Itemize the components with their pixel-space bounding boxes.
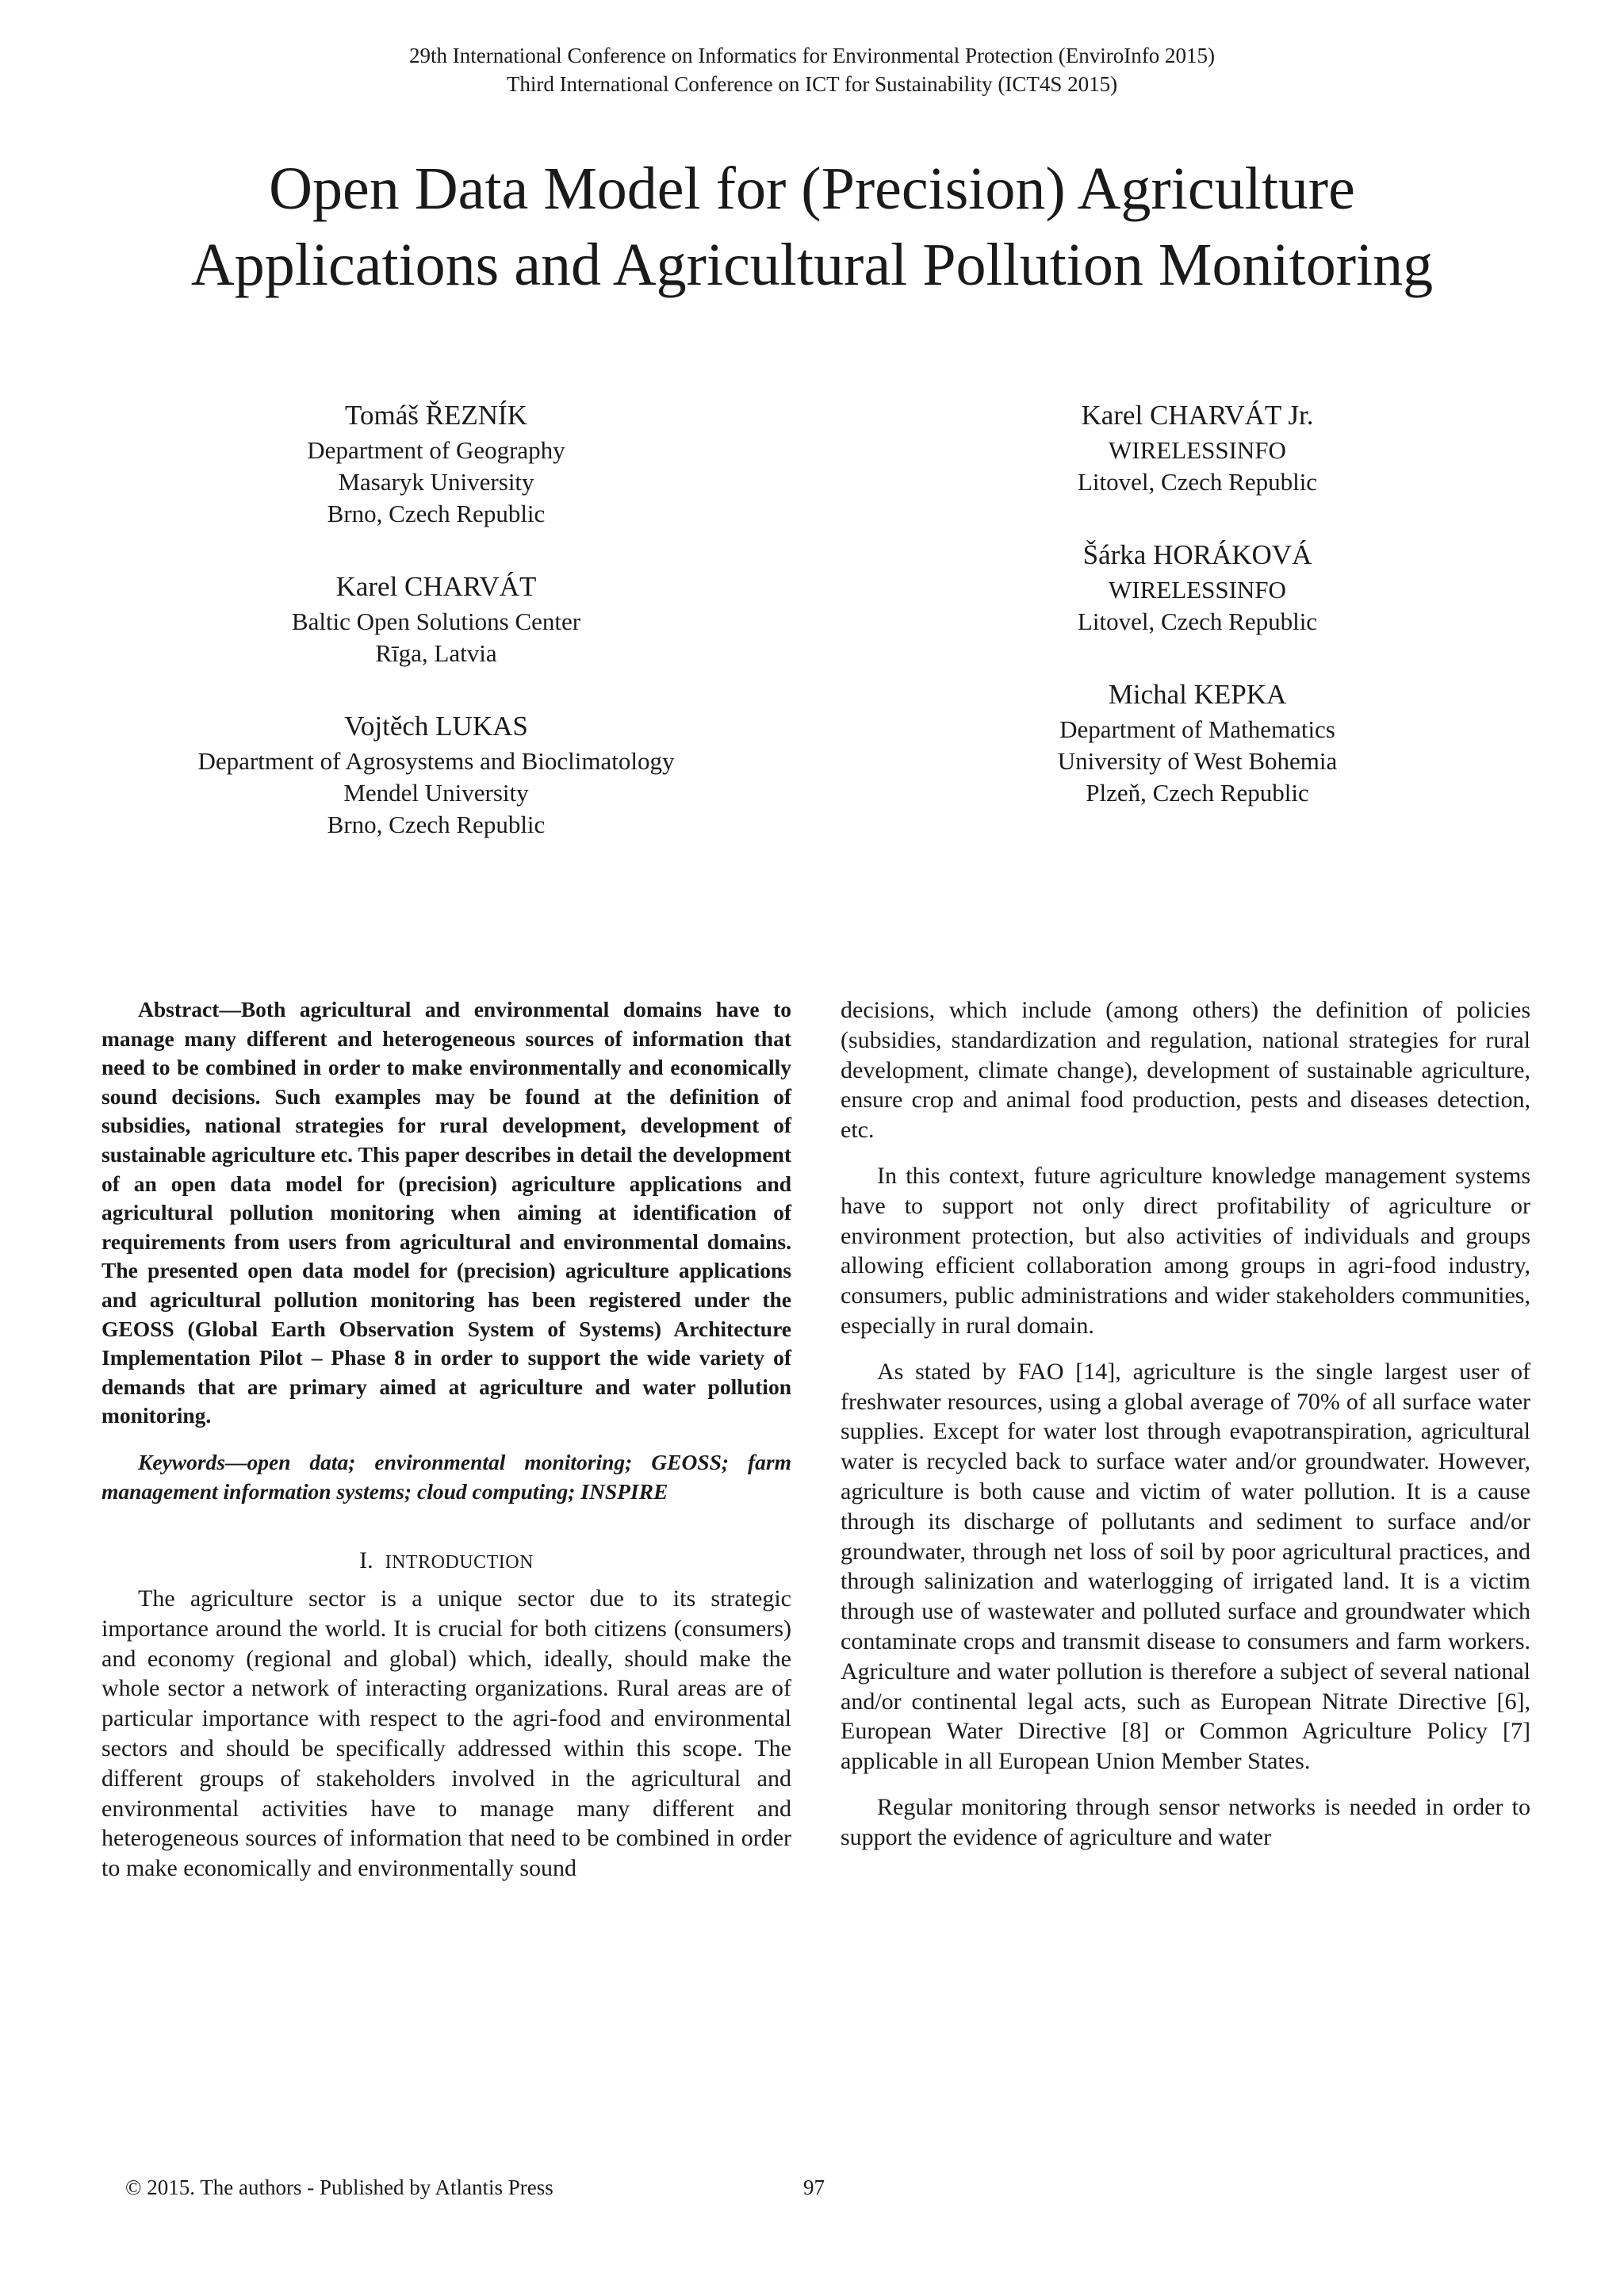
keywords: Keywords—open data; environmental monitoring; GEOSS; farm management information systems; cloud computing; INSPIRE (102, 1449, 791, 1504)
author-affiliation: WIRELESSINFO (1109, 576, 1286, 604)
author-name: Vojtěch LUKAS (344, 711, 528, 742)
author-affiliation: Brno, Czech Republic (327, 811, 546, 838)
intro-paragraph-1: The agriculture sector is a unique sector due to its strategic importance around the world. It is crucial for both citizens (consumers) and economy (regional and global) which, ideally, should make the whole sector a network of interacting organizations. Rural areas are of particular importance with respect to the agri-food and environmental sectors and should be specifically addressed within this scope. The different groups of stakeholders involved in the agricultural and environmental activities have to manage many different and heterogeneous sources of information that need to be combined in order to make economically and environmentally sound (102, 1585, 791, 1882)
author-affiliation: Baltic Open Solutions Center (291, 608, 581, 635)
authors-left-column (111, 397, 761, 879)
page-number: 97 (803, 2175, 825, 2199)
author-name: Tomáš ŘEZNÍK (345, 400, 527, 431)
section-heading-introduction (102, 1546, 791, 1577)
author-block (111, 568, 761, 669)
author-block (872, 397, 1522, 498)
author-affiliation: Brno, Czech Republic (327, 500, 546, 527)
author-affiliation: Masaryk University (338, 468, 534, 496)
authors-right-column (872, 397, 1522, 847)
title-line-1: Open Data Model for (Precision) Agriculture (269, 155, 1355, 222)
author-affiliation: Plzeň, Czech Republic (1086, 779, 1309, 807)
author-block (111, 707, 761, 841)
author-block (872, 676, 1522, 809)
author-affiliation: Mendel University (343, 779, 529, 807)
conference-line-2: Third International Conference on ICT for Sustainability (ICT4S 2015) (506, 72, 1118, 96)
author-affiliation: Litovel, Czech Republic (1077, 608, 1318, 635)
right-text-column (841, 995, 1530, 1853)
author-affiliation: Department of Mathematics (1059, 715, 1335, 743)
intro-paragraph-continued: decisions, which include (among others) the definition of policies (subsidies, standardization and regulation, national strategies for rural development, climate change), development of sustainable agriculture, ensure crop and animal food production, pests and diseases detection, etc. (841, 997, 1530, 1144)
section-numeral: I. (359, 1547, 373, 1574)
author-affiliation: Litovel, Czech Republic (1077, 468, 1318, 496)
author-name: Michal KEPKA (1108, 679, 1287, 710)
section-title: INTRODUCTION (385, 1552, 534, 1573)
author-affiliation: Department of Agrosystems and Bioclimatology (197, 747, 675, 775)
author-name: Karel CHARVÁT (335, 571, 537, 602)
author-affiliation: WIRELESSINFO (1109, 436, 1286, 464)
author-affiliation: Rīga, Latvia (375, 639, 497, 667)
intro-paragraph-3: As stated by FAO [14], agriculture is the single largest user of freshwater resources, using a global average of 70% of all surface water supplies. Except for water lost through evapotranspiration, agricultural water is recycled back to surface water and/or groundwater. However, agriculture is both cause and victim of water pollution. It is a cause through its discharge of pollutants and sediment to surface and/or groundwater, through net loss of soil by poor agricultural practices, and through salinization and waterlogging of irrigated land. It is a victim through use of wastewater and polluted surface and groundwater which contaminate crops and transmit disease to consumers and farm workers. Agriculture and water pollution is therefore a subject of several national and/or continental legal acts, such as European Nitrate Directive [6], European Water Directive [8] or Common Agriculture Policy [7] applicable in all European Union Member States. (841, 1358, 1530, 1775)
author-block (872, 536, 1522, 638)
intro-paragraph-4: Regular monitoring through sensor networks is needed in order to support the evidence of agriculture and water (841, 1793, 1530, 1850)
author-name: Šárka HORÁKOVÁ (1082, 539, 1312, 570)
paper-title (0, 151, 1624, 303)
author-affiliation: University of West Bohemia (1057, 747, 1338, 775)
intro-paragraph-2: In this context, future agriculture knowledge management systems have to support not only direct profitability of agriculture or environment protection, but also activities of individuals and groups allowing efficient collaboration among groups in agri-food industry, consumers, public administrations and wider stakeholders communities, especially in rural domain. (841, 1162, 1530, 1339)
author-name: Karel CHARVÁT Jr. (1081, 400, 1314, 431)
author-block (111, 397, 761, 530)
left-text-column (102, 995, 791, 1884)
title-line-2: Applications and Agricultural Pollution Monitoring (190, 232, 1434, 298)
abstract: Abstract—Both agricultural and environmental domains have to manage many different and heterogeneous sources of information that need to be combined in order to make environmentally and economically sound decisions. Such examples may be found at the definition of subsidies, national strategies for rural development, development of sustainable agriculture etc. This paper describes in detail the development of an open data model for (precision) agriculture applications and agricultural pollution monitoring when aiming at identification of requirements from users from agricultural and environmental domains. The presented open data model for (precision) agriculture applications and agricultural pollution monitoring has been registered under the GEOSS (Global Earth Observation System of Systems) Architecture Implementation Pilot – Phase 8 in order to support the wide variety of demands that are primary aimed at agriculture and water pollution monitoring. (102, 997, 791, 1428)
conference-line-1: 29th International Conference on Informatics for Environmental Protection (EnviroInfo 2015) (409, 44, 1215, 67)
conference-header (0, 41, 1624, 98)
author-affiliation: Department of Geography (307, 436, 565, 464)
footer-copyright: © 2015. The authors - Published by Atlantis Press (125, 2175, 553, 2199)
